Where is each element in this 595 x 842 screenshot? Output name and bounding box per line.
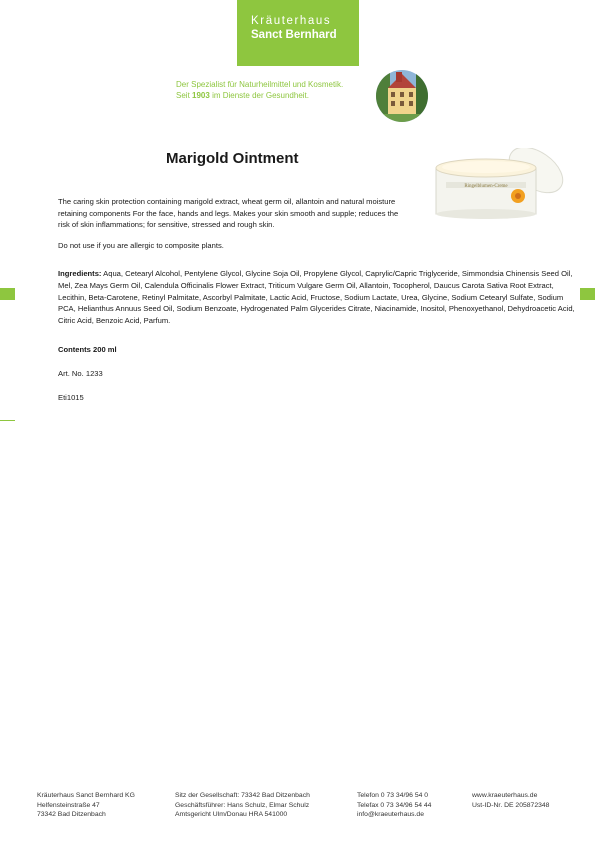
- footer-phone: Telefon 0 73 34/96 54 0: [357, 792, 429, 799]
- footer-street: Helfensteinstraße 47: [37, 801, 100, 809]
- allergy-warning: Do not use if you are allergic to composite plants.: [58, 240, 224, 250]
- company-tagline: [176, 79, 376, 101]
- eti-code: Eti1015: [58, 392, 84, 402]
- footer-email-link[interactable]: info@kraeuterhaus.de: [357, 811, 424, 819]
- ingredients-paragraph: [58, 268, 578, 326]
- description-text: The caring skin protection containing marigold extract, wheat germ oil, allantoin and natural moisture retaining components For the face, hands and legs. Makes your skin smooth and supple; reduces the risk of skin inflammations; for sensitive, stressed and rough skin.: [58, 197, 399, 230]
- footer-legal-column: [175, 791, 310, 820]
- footer-managers: Geschäftsführer: Hans Schulz, Elmar Schulz: [175, 801, 310, 809]
- logo-line-1: Kräuterhaus: [251, 15, 332, 27]
- product-description-block: [58, 196, 578, 412]
- building-photo: [376, 70, 428, 122]
- footer-fax: Telefax 0 73 34/96 54 44: [357, 801, 432, 809]
- footer-web-column: [472, 791, 549, 810]
- footer-city: 73342 Bad Ditzenbach: [37, 811, 106, 819]
- footer-seat: Sitz der Gesellschaft: 73342 Bad Ditzenbach: [175, 792, 310, 799]
- footer-company-column: [37, 791, 135, 820]
- tagline-pre: Seit: [176, 91, 190, 100]
- footer-contact-column: [357, 791, 431, 820]
- tagline-year: 1903: [192, 91, 210, 100]
- logo-line-2: Sanct Bernhard: [251, 29, 337, 41]
- ingredients-label: Ingredients:: [58, 269, 102, 279]
- product-title: Marigold Ointment: [166, 150, 299, 167]
- contents-amount: Contents 200 ml: [58, 345, 117, 355]
- tagline-line-1: Der Spezialist für Naturheilmittel und Kosmetik.: [176, 80, 344, 89]
- article-number: Art. No. 1233: [58, 368, 103, 378]
- brand-logo: [237, 0, 359, 66]
- right-fold-mark: [580, 288, 595, 300]
- tagline-post: im Dienste der Gesundheit.: [212, 91, 309, 100]
- footer-website-link[interactable]: www.kraeuterhaus.de: [472, 792, 538, 799]
- ingredients-list: Aqua, Cetearyl Alcohol, Pentylene Glycol, Glycine Soja Oil, Propylene Glycol, Caprylic/Capric Triglyceride, Simmondsia Chinensis Seed Oil, Mel, Zea Mays Germ Oil, Calendula Officinalis Flower Extract, Triticum Vulgare Germ Oil, Allantoin, Tocopherol, Daucus Carota Sativa Root Extract, Lecithin, Beta-Carotene, Retinyl Palmitate, Ascorbyl Palmitate, Lactic Acid, Fructose, Sodium Lactate, Urea, Glycine, Sodium Cetearyl Sulfate, Sodium PCA, Helianthus Annuus Seed Oil, Sodium Benzoate, Hydrogenated Palm Glycerides Citrate, Niacinamide, Inositol, Phenoxyethanol, Dehydroacetic Acid, Citric Acid, Benzoic Acid, Parfum.: [58, 269, 575, 325]
- left-fold-mark: [0, 288, 15, 300]
- footer-vat-id: Ust-ID-Nr. DE 205872348: [472, 801, 550, 809]
- footer-company-name: Kräuterhaus Sanct Bernhard KG: [37, 792, 135, 799]
- footer-court: Amtsgericht Ulm/Donau HRA 541000: [175, 811, 288, 819]
- left-punch-mark: [0, 420, 15, 421]
- tagline-line-2: [176, 90, 376, 101]
- jar-label-text: Ringelblumen-Creme: [464, 184, 508, 189]
